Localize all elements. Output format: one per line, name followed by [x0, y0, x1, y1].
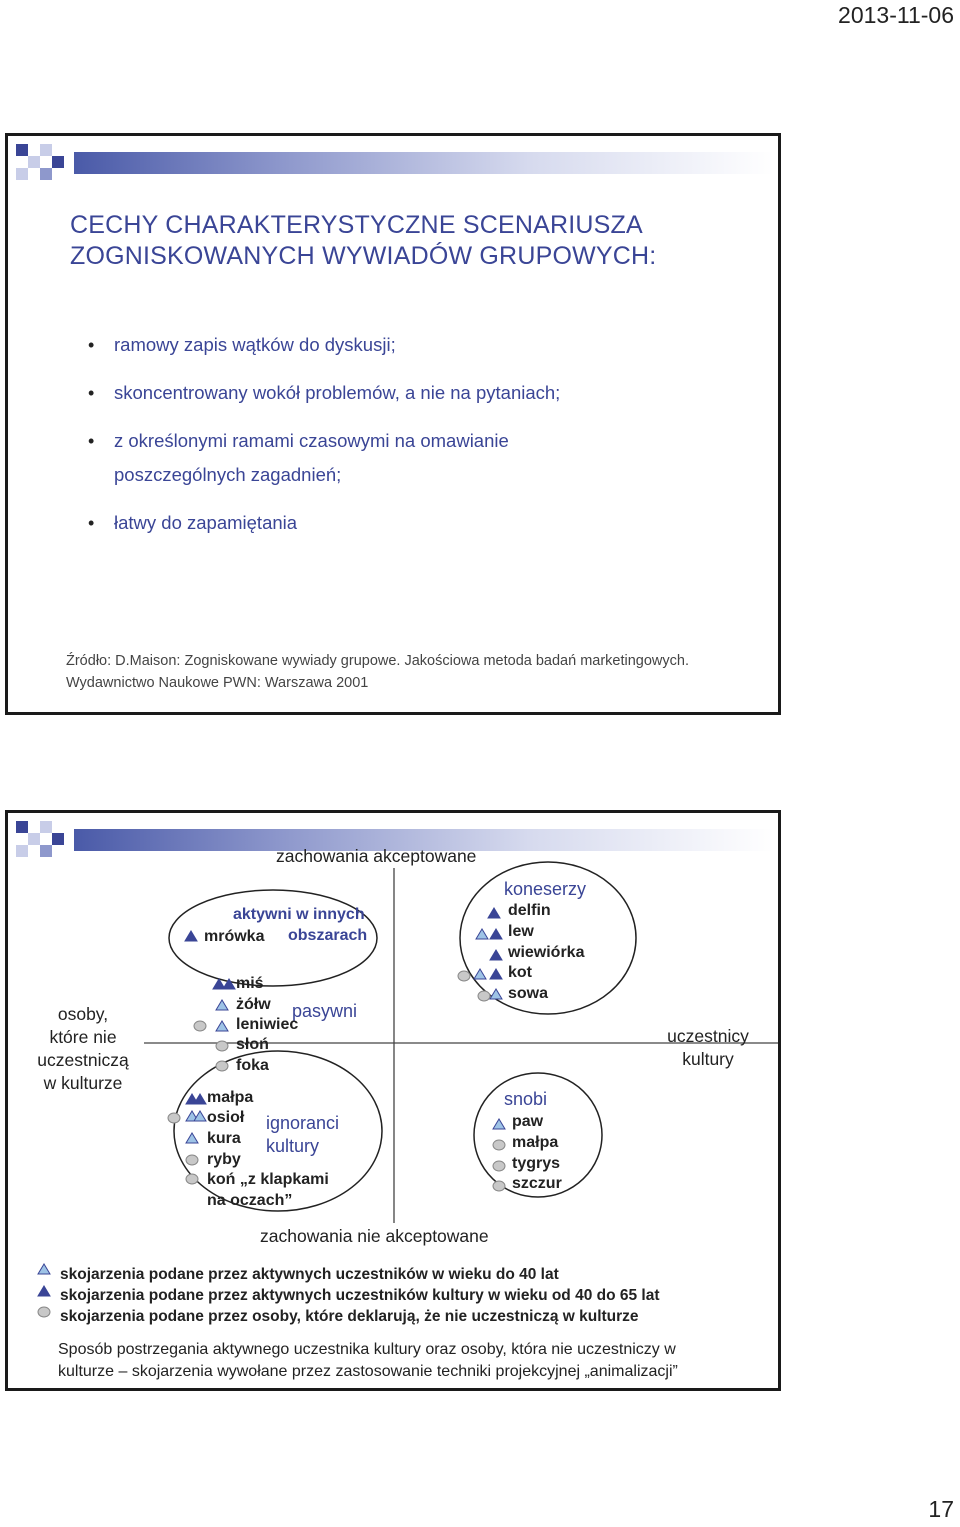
group-label-snobi: snobi: [504, 1089, 548, 1109]
animal-lew: lew: [508, 923, 534, 940]
animal-mis: miś: [236, 975, 264, 992]
group-label-ignoranci: ignoranci: [266, 1113, 340, 1133]
animal-tygrys: tygrys: [512, 1155, 561, 1172]
legend-item: skojarzenia podane przez aktywnych uczestników w wieku do 40 lat: [60, 1266, 559, 1283]
animal-wiewiorka: wiewiórka: [508, 944, 585, 961]
slide-footnote: Sposób postrzegania aktywnego uczestnika kultury oraz osoby, która nie uczestniczy w kulturze – skojarzenia wywołane przez zastosowanie techniki projekcyjnej „animalizacji”: [58, 1341, 678, 1380]
group-label-aktywni-2: obszarach: [288, 927, 368, 944]
animal-kura: kura: [207, 1130, 241, 1147]
title-line-1: CECHY CHARAKTERYSTYCZNE SCENARIUSZA: [70, 211, 643, 239]
animal-zolw: żółw: [236, 996, 271, 1013]
animal-leniwiec: leniwiec: [236, 1016, 299, 1033]
group-label-aktywni: aktywni w innych: [233, 906, 365, 923]
slide-2: [5, 810, 781, 1391]
axis-label-left: osoby, które nie uczestniczą w kulturze: [37, 1004, 129, 1093]
group-label-ignoranci-2: kultury: [266, 1136, 320, 1156]
animal-delfin: delfin: [508, 902, 551, 919]
header-date: 2013-11-06: [838, 2, 954, 28]
animal-kon-2: na oczach”: [207, 1192, 293, 1209]
animal-malpa-left: małpa: [207, 1089, 254, 1106]
legend-item: skojarzenia podane przez aktywnych uczestników kultury w wieku od 40 do 65 lat: [60, 1287, 660, 1304]
title-line-2: ZOGNISKOWANYCH WYWIADÓW GRUPOWYCH:: [70, 242, 657, 270]
animal-osiol: osioł: [207, 1109, 245, 1126]
animal-kon: koń „z klapkami: [207, 1171, 329, 1188]
animal-slon: słoń: [236, 1036, 269, 1053]
legend-item: skojarzenia podane przez osoby, które deklarują, że nie uczestniczą w kulturze: [60, 1308, 639, 1325]
animal-ryby: ryby: [207, 1151, 241, 1168]
animal-malpa-right: małpa: [512, 1134, 559, 1151]
animal-kot: kot: [508, 964, 532, 981]
animal-szczur: szczur: [512, 1175, 562, 1192]
slide-1: CECHY CHARAKTERYSTYCZNE SCENARIUSZA ZOGNISKOWANYCH WYWIADÓW GRUPOWYCH: • ramowy zapis wątków do dyskusji; • skoncentrowany wokół problemów, a nie na pytaniach; • z określonymi ramami czasowymi na omawianie poszczególnych zagadnień; • łatwy do zapamiętania Źródło: D.Maison: Zogniskowane wywiady grupowe. Jakościowa metoda badań marketingowych. Wydawnictwo Naukowe PWN: Warszawa 2001: [5, 133, 781, 715]
axis-label-top: zachowania akceptowane: [276, 846, 477, 866]
animal-mrowka: mrówka: [204, 928, 265, 945]
axis-label-bottom: zachowania nie akceptowane: [260, 1226, 489, 1246]
animal-sowa: sowa: [508, 985, 549, 1002]
page-number: 17: [928, 1496, 954, 1522]
animal-paw: paw: [512, 1113, 544, 1130]
axis-label-right: uczestnicy kultury: [667, 1026, 749, 1069]
animal-foka: foka: [236, 1057, 269, 1074]
group-label-koneserzy: koneserzy: [504, 879, 587, 899]
group-label-pasywni: pasywni: [292, 1001, 358, 1021]
source-citation: Źródło: D.Maison: Zogniskowane wywiady grupowe. Jakościowa metoda badań marketingowych. Wydawnictwo Naukowe PWN: Warszawa 2001: [66, 653, 689, 691]
slide-title: [70, 210, 656, 272]
slide-decoration: [16, 144, 776, 184]
